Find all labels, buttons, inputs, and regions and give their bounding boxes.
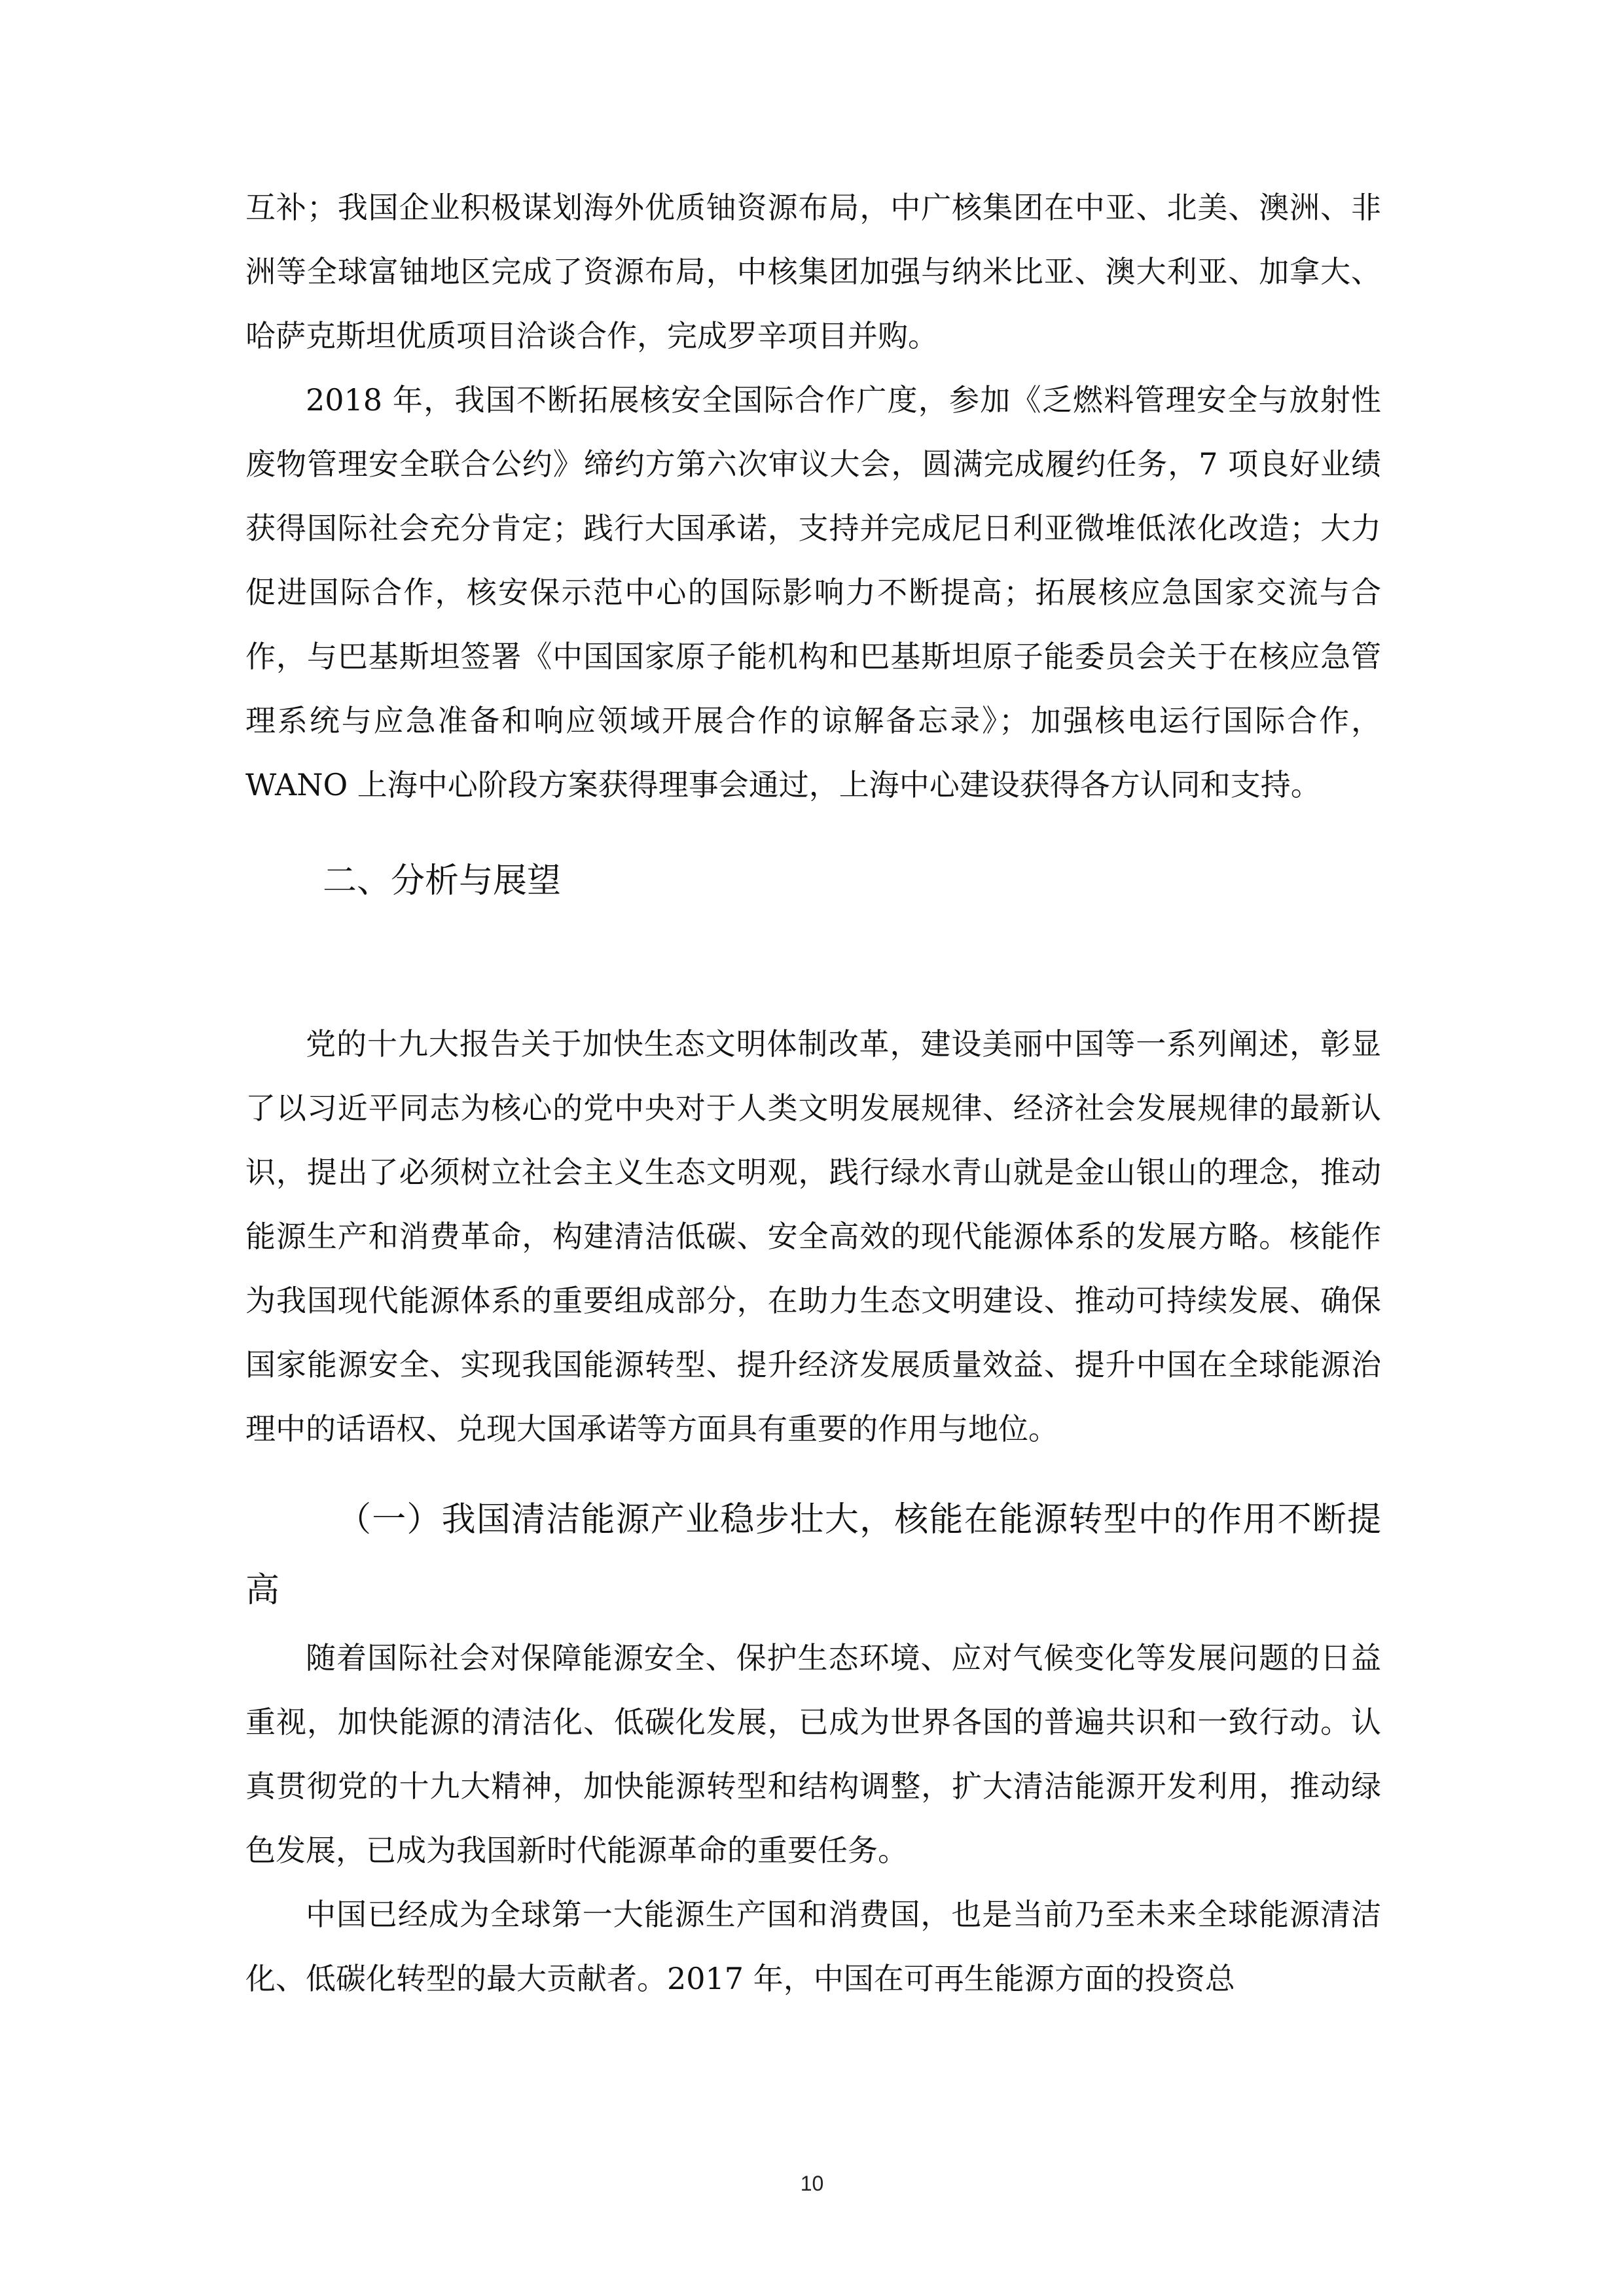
page-content	[245, 175, 1381, 2011]
section-spacer	[245, 914, 1381, 1012]
paragraph-ecological-civilization: 党的十九大报告关于加快生态文明体制改革，建设美丽中国等一系列阐述，彰显了以习近平同志为核心的党中央对于人类文明发展规律、经济社会发展规律的最新认识，提出了必须树立社会主义生态文明观，践行绿水青山就是金山银山的理念，推动能源生产和消费革命，构建清洁低碳、安全高效的现代能源体系的发展方略。核能作为我国现代能源体系的重要组成部分，在助力生态文明建设、推动可持续发展、确保国家能源安全、实现我国能源转型、提升经济发展质量效益、提升中国在全球能源治理中的话语权、兑现大国承诺等方面具有重要的作用与地位。	[245, 1026, 1381, 1446]
section-heading-analysis-outlook: 二、分析与展望	[323, 861, 562, 901]
paragraph-nuclear-safety-cooperation: 2018 年，我国不断拓展核安全国际合作广度，参加《乏燃料管理安全与放射性废物管理安全联合公约》缔约方第六次审议大会，圆满完成履约任务，7 项良好业绩获得国际社会充分肯定；践行大国承诺，支持并完成尼日利亚微堆低浓化改造；大力促进国际合作，核安保示范中心的国际影响力不断提高；拓展核应急国家交流与合作，与巴基斯坦签署《中国国家原子能机构和巴基斯坦原子能委员会关于在核应急管理系统与应急准备和响应领域开展合作的谅解备忘录》；加强核电运行国际合作，WANO 上海中心阶段方案获得理事会通过，上海中心建设获得各方认同和支持。	[245, 382, 1381, 802]
paragraph-energy-transition: 随着国际社会对保障能源安全、保护生态环境、应对气候变化等发展问题的日益重视，加快能源的清洁化、低碳化发展，已成为世界各国的普遍共识和一致行动。认真贯彻党的十九大精神，加快能源转型和结构调整，扩大清洁能源开发利用，推动绿色发展，已成为我国新时代能源革命的重要任务。	[245, 1640, 1381, 1868]
paragraph-uranium-resources: 互补；我国企业积极谋划海外优质铀资源布局，中广核集团在中亚、北美、澳洲、非洲等全球富铀地区完成了资源布局，中核集团加强与纳米比亚、澳大利亚、加拿大、哈萨克斯坦优质项目洽谈合作，完成罗辛项目并购。	[245, 190, 1381, 353]
page-number: 10	[800, 2172, 824, 2195]
subsection-heading-clean-energy: （一）我国清洁能源产业稳步壮大，核能在能源转型中的作用不断提高	[245, 1500, 1381, 1610]
paragraph-china-energy-producer: 中国已经成为全球第一大能源生产国和消费国，也是当前乃至未来全球能源清洁化、低碳化转型的最大贡献者。2017 年，中国在可再生能源方面的投资总	[245, 1897, 1381, 1996]
